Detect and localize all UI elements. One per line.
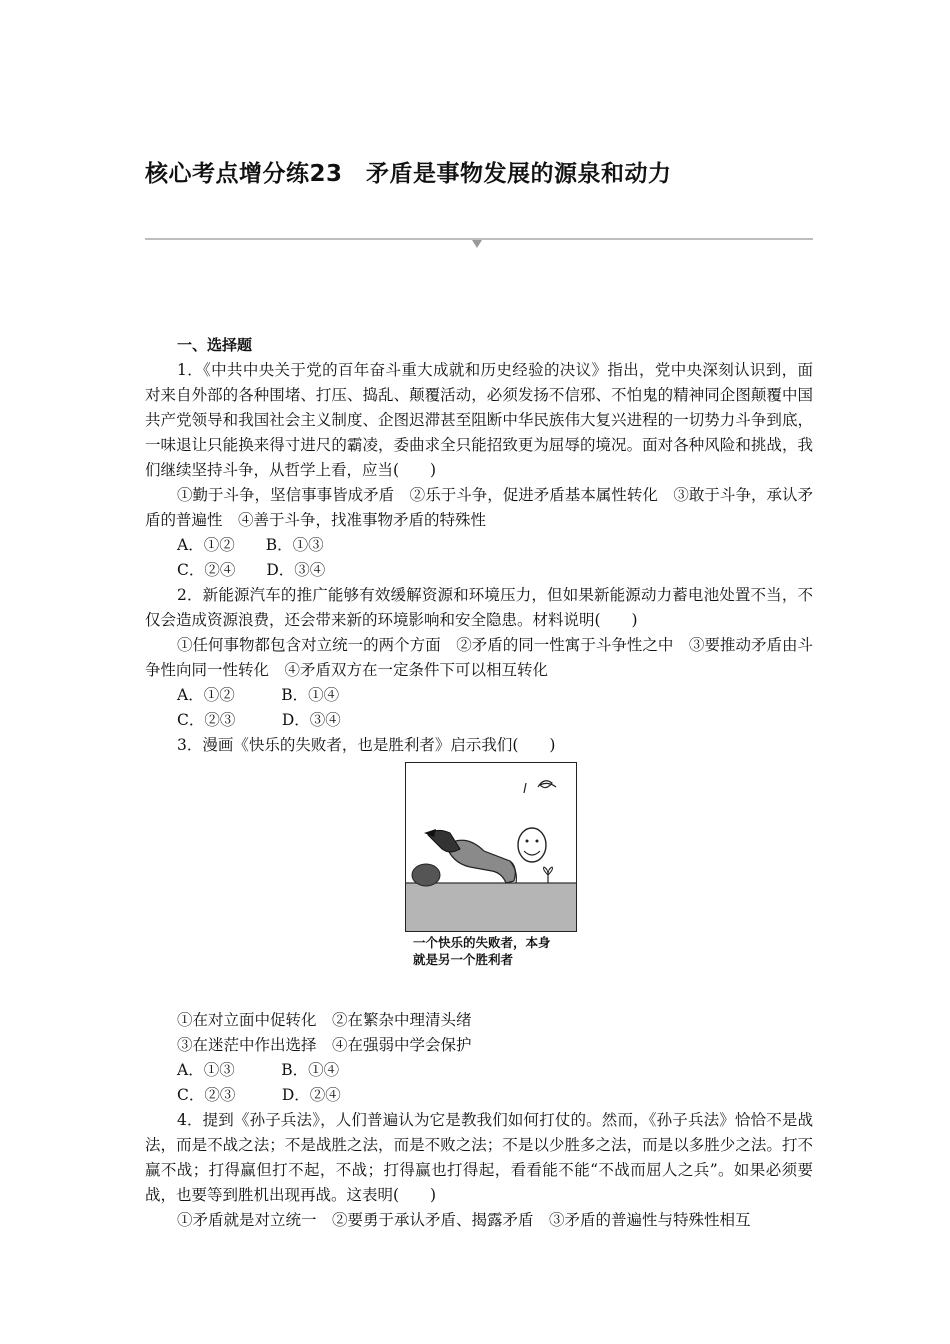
question-1-statements: ①勤于斗争，坚信事事皆成矛盾 ②乐于斗争，促进矛盾基本属性转化 ③敢于斗争，承认矛盾的普遍性 ④善于斗争，找准事物矛盾的特殊性 <box>145 486 813 529</box>
cartoon-thought-scribble <box>538 781 556 788</box>
cartoon-caption <box>413 934 551 968</box>
cartoon-figure-head <box>518 828 546 862</box>
question-3-statements-line-1: ①在对立面中促转化 ②在繁杂中理清头绪 <box>177 1011 472 1029</box>
question-2-options-ab: A．①② B．①④ <box>177 686 340 704</box>
question-1-options-ab: A．①② B．①③ <box>177 536 324 554</box>
question-3-options-cd: C．②③ D．②④ <box>177 1086 341 1104</box>
cartoon-caption-line-2: 就是另一个胜利者 <box>413 952 514 967</box>
question-3-options-ab: A．①③ B．①④ <box>177 1061 340 1079</box>
question-4-stem: 4．提到《孙子兵法》，人们普遍认为它是教我们如何打仗的。然而，《孙子兵法》恰恰不是战法，而是不战之法；不是战胜之法，而是不败之法；不是以少胜多之法，而是以多胜少之法。打不赢不战；打得赢但打不起，不战；打得赢也打得起，看看能不能“不战而屈人之兵”。如果必须要战，也要等到胜机出现再战。这表明( ) <box>145 1111 813 1204</box>
cartoon-drawing <box>406 763 576 931</box>
document-body <box>145 333 813 1233</box>
cartoon-figure <box>145 762 813 1002</box>
page-title: 核心考点增分练23 矛盾是事物发展的源泉和动力 <box>145 161 672 187</box>
cartoon-caption-line-1: 一个快乐的失败者，本身 <box>413 935 551 950</box>
question-3-stem: 3．漫画《快乐的失败者，也是胜利者》启示我们( ) <box>177 736 556 754</box>
question-1-stem: 1．《中共中央关于党的百年奋斗重大成就和历史经验的决议》指出，党中央深刻认识到，面对来自外部的各种围堵、打压、捣乱、颠覆活动，必须发扬不信邪、不怕鬼的精神同企图颠覆中国共产党领导和我国社会主义制度、企图迟滞甚至阻断中华民族伟大复兴进程的一切势力斗争到底，一味退让只能换来得寸进尺的霸凌，委曲求全只能招致更为屈辱的境况。面对各种风险和挑战，我们继续坚持斗争，从哲学上看，应当( ) <box>145 361 813 479</box>
question-4-statements: ①矛盾就是对立统一 ②要勇于承认矛盾、揭露矛盾 ③矛盾的普遍性与特殊性相互 <box>177 1211 751 1229</box>
question-2-stem: 2．新能源汽车的推广能够有效缓解资源和环境压力，但如果新能源动力蓄电池处置不当，不仅会造成资源浪费，还会带来新的环境影响和安全隐患。材料说明( ) <box>145 586 813 629</box>
cartoon-ground <box>406 883 576 931</box>
cartoon-rock <box>412 864 440 886</box>
question-1-options-cd: C．②④ D．③④ <box>177 561 326 579</box>
divider-arrow-icon <box>472 240 482 248</box>
question-3-statements-line-2: ③在迷茫中作出选择 ④在强弱中学会保护 <box>177 1036 472 1054</box>
section-heading: 一、选择题 <box>177 336 253 354</box>
question-2-statements: ①任何事物都包含对立统一的两个方面 ②矛盾的同一性寓于斗争性之中 ③要推动矛盾由斗争性向同一性转化 ④矛盾双方在一定条件下可以相互转化 <box>145 636 813 679</box>
cartoon-image <box>405 762 577 932</box>
question-2-options-cd: C．②③ D．③④ <box>177 711 341 729</box>
